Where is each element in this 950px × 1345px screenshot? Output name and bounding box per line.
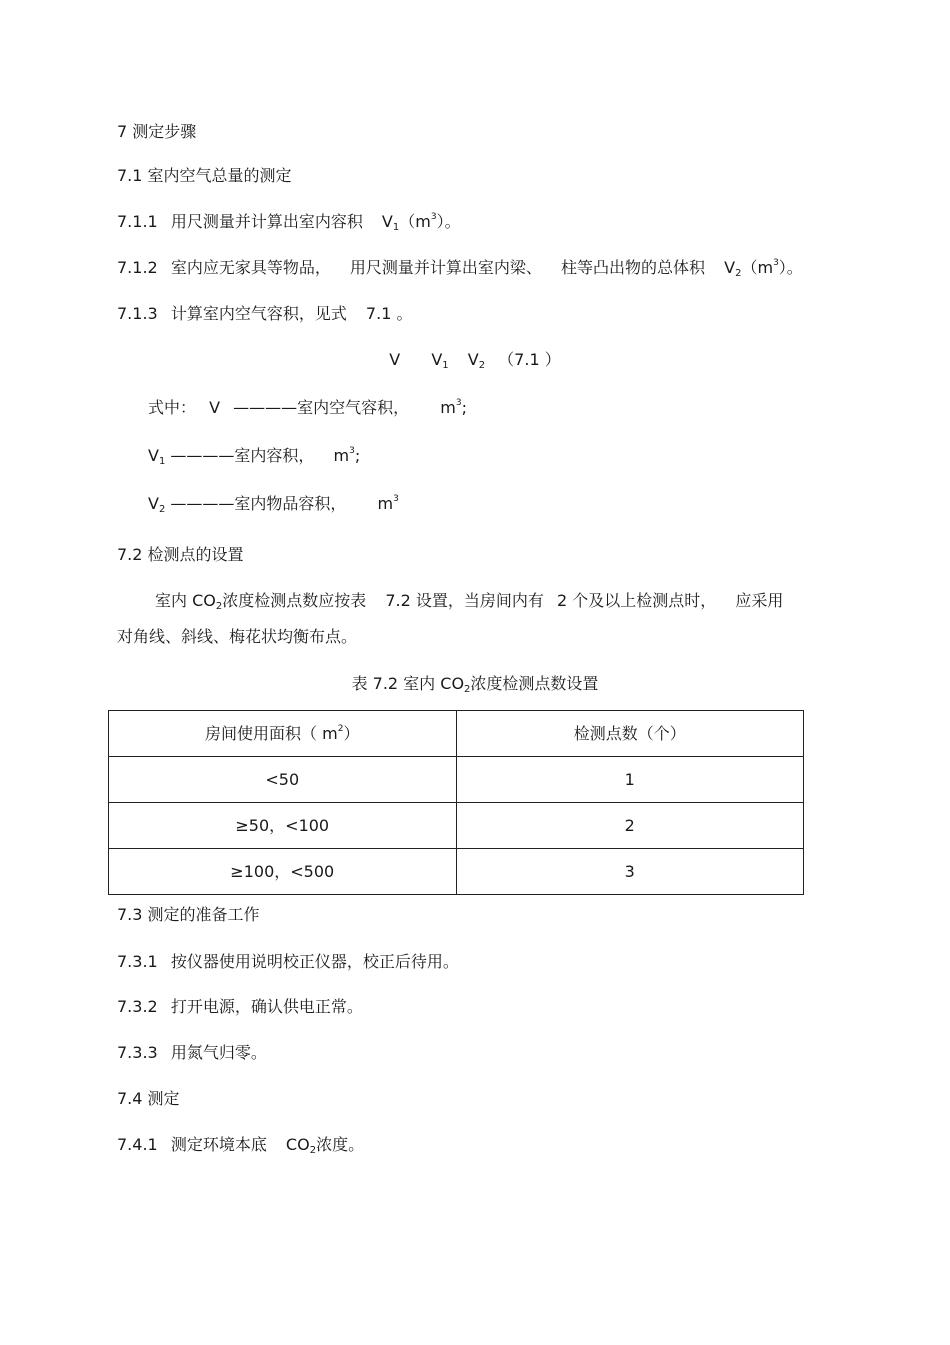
clause-number: 7.1.3 <box>117 304 158 323</box>
where-prefix: 式中： <box>148 398 197 417</box>
table-caption: 表 7.2 室内 $CO_2$浓度检测点数设置 <box>351 674 599 695</box>
section-7-3-heading: 7.3 测定的准备工作 <box>117 905 260 924</box>
where-line-v2: $V_2$ ————室内物品容积， $m^3$ <box>148 494 399 515</box>
clause-text: 测定环境本底 <box>170 1135 267 1154</box>
clause-text-b: 7.1 。 <box>365 304 413 323</box>
clause-7-1-1 <box>117 212 461 232</box>
unit-text: $(m^3)$。 <box>399 212 461 231</box>
clause-text: 用氮气归零。 <box>170 1043 267 1062</box>
unit-m3: $m^3$; <box>333 446 361 465</box>
formula-v1: $V_1$ <box>431 350 449 371</box>
formula-7-1 <box>0 350 950 370</box>
clause-7-1-3 <box>117 304 412 324</box>
formula-v: V <box>389 350 401 369</box>
unit-text: $(m^3)$。 <box>741 258 803 277</box>
clause-number: 7.3.2 <box>117 997 158 1016</box>
clause-7-3-1 <box>117 952 459 972</box>
formula-label: （7.1 ） <box>498 350 561 369</box>
table-header-row <box>109 711 804 757</box>
section-7-1-heading: 7.1 室内空气总量的测定 <box>117 166 292 185</box>
detection-points-table <box>108 710 804 895</box>
paragraph-7-2-line-1: 室内 $CO_2$浓度检测点数应按表 7.2 设置，当房间内有 2 个及以上检测点时， 应采用 <box>155 591 784 612</box>
clause-7-3-3 <box>117 1043 267 1063</box>
cell-area: ≥50，<100 <box>109 803 457 849</box>
where-line-v: 式中： V ————室内空气容积， $m^3$; <box>148 398 467 417</box>
where-line-v1: $V_1$ ————室内容积， $m^3$; <box>148 446 361 467</box>
header-detection-points: 检测点数（个） <box>456 711 804 757</box>
paragraph-7-2-line-2: 对角线、斜线、梅花状均衡布点。 <box>117 627 358 646</box>
section-7-4-heading: 7.4 测定 <box>117 1089 180 1108</box>
table-row <box>109 803 804 849</box>
clause-text-a: 室内应无家具等物品， <box>170 258 331 277</box>
clause-7-3-2 <box>117 997 363 1017</box>
cell-points: 2 <box>456 803 804 849</box>
clause-number: 7.1.2 <box>117 258 158 277</box>
variable-v1: $V_1$ <box>381 212 400 233</box>
table-row <box>109 849 804 895</box>
cell-points: 1 <box>456 757 804 803</box>
clause-number: 7.3.3 <box>117 1043 158 1062</box>
clause-number: 7.4.1 <box>117 1135 158 1154</box>
clause-text-b: 用尺测量并计算出室内梁、 <box>349 258 542 277</box>
clause-text-c: 柱等凸出物的总体积 <box>561 258 706 277</box>
header-room-area: 房间使用面积（ $m^2$） <box>109 711 457 757</box>
clause-text: 打开电源，确认供电正常。 <box>170 997 363 1016</box>
clause-number: 7.3.1 <box>117 952 158 971</box>
cell-area: ≥100，<500 <box>109 849 457 895</box>
clause-7-4-1: 7.4.1 测定环境本底 $CO_2$浓度。 <box>117 1135 365 1156</box>
clause-7-1-2 <box>117 258 803 278</box>
formula-v2: $V_2$ <box>467 350 486 371</box>
cell-area: <50 <box>109 757 457 803</box>
cell-points: 3 <box>456 849 804 895</box>
variable-v2: $V_2$ <box>724 258 742 279</box>
unit-m3: $m^3$ <box>377 494 399 513</box>
clause-text-a: 计算室内空气容积，见式 <box>170 304 347 323</box>
clause-number: 7.1.1 <box>117 212 158 231</box>
unit-m3: $m^3$; <box>440 398 467 417</box>
clause-text: 用尺测量并计算出室内容积 <box>170 212 363 231</box>
section-7-2-heading: 7.2 检测点的设置 <box>117 545 244 564</box>
section-7-heading: 7 测定步骤 <box>117 122 197 141</box>
table-row <box>109 757 804 803</box>
clause-text: 按仪器使用说明校正仪器，校正后待用。 <box>170 952 459 971</box>
